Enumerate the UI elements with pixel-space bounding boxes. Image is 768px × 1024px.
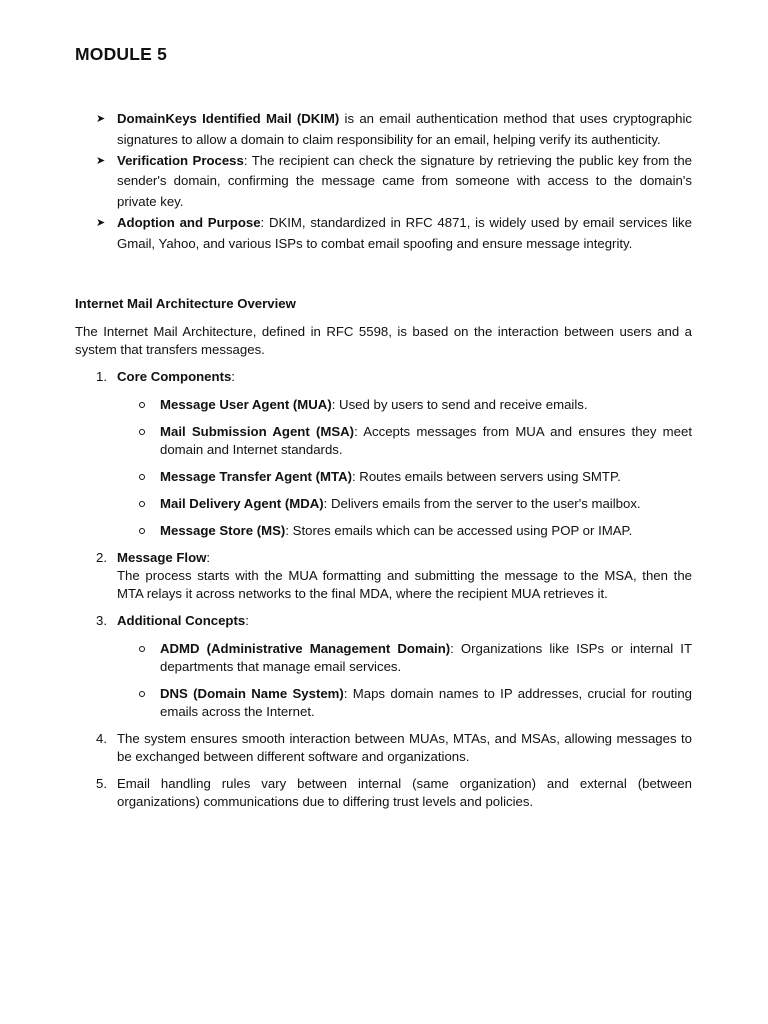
circle-bullet-icon — [139, 528, 145, 534]
component-text: : Used by users to send and receive emails. — [331, 397, 588, 412]
sub-item-mua — [117, 396, 692, 414]
dkim-text: : The recipient can check the signature by retrieving the public key from the sender's domain, confirming the message came from someone with access to the domain's private key. — [117, 152, 693, 210]
sub-item-ms — [117, 522, 692, 540]
list-item-interaction — [75, 730, 692, 766]
component-term: Mail Delivery Agent (MDA) — [160, 496, 324, 511]
circle-bullet-icon — [139, 402, 145, 408]
list-number: 1. — [96, 369, 107, 384]
dkim-term: Adoption and Purpose — [117, 214, 261, 230]
component-term: Mail Submission Agent (MSA) — [160, 424, 355, 439]
additional-concepts-sublist — [117, 640, 692, 721]
architecture-list — [75, 368, 692, 820]
sub-item-admd — [117, 640, 692, 676]
dkim-point-verification — [75, 151, 692, 213]
sub-item-dns — [117, 685, 692, 721]
message-flow-text: The process starts with the MUA formatting and submitting the message to the MSA, then the MTA relays it across networks to the final MDA, where the recipient MUA retrieves it. — [117, 568, 692, 601]
section-title-suffix: : — [231, 369, 235, 384]
component-text: : Accepts messages from MUA and ensures they meet domain and Internet standards. — [160, 424, 693, 457]
list-item-message-flow — [75, 549, 692, 603]
list-item-additional-concepts — [75, 612, 692, 721]
sub-item-mta — [117, 468, 692, 486]
section-title: Additional Concepts — [117, 613, 246, 628]
dkim-term: DomainKeys Identified Mail (DKIM) — [117, 111, 340, 126]
sub-item-mda — [117, 495, 692, 513]
list-number: 2. — [96, 550, 107, 565]
component-text: : Routes emails between servers using SMTP. — [351, 469, 621, 484]
list-item-core-components — [75, 368, 692, 540]
dkim-text: : DKIM, standardized in RFC 4871, is widely used by email services like Gmail, Yahoo, and various ISPs to combat email spoofing and ensure message integrity. — [117, 214, 692, 251]
arrow-bullet-icon: ➤ — [96, 154, 106, 167]
overview-heading: Internet Mail Architecture Overview — [75, 296, 296, 311]
list-number: 5. — [96, 776, 107, 791]
dkim-bullet-list — [75, 109, 692, 255]
circle-bullet-icon — [139, 646, 145, 652]
section-title-suffix: : — [206, 550, 211, 565]
component-term: Message Transfer Agent (MTA) — [160, 469, 352, 484]
dkim-text: is an email authentication method that uses cryptographic signatures to allow a domain to claim responsibility for an email, helping verify its authenticity. — [117, 111, 693, 147]
arrow-bullet-icon: ➤ — [96, 216, 106, 229]
concept-text: : Organizations like ISPs or internal IT departments that manage email services. — [160, 641, 692, 674]
dkim-point-adoption — [75, 213, 692, 255]
core-components-sublist — [117, 396, 692, 540]
section-title: Core Components — [117, 369, 232, 384]
circle-bullet-icon — [139, 501, 145, 507]
arrow-bullet-icon: ➤ — [96, 113, 106, 125]
concept-text: : Maps domain names to IP addresses, crucial for routing emails across the Internet. — [160, 686, 692, 719]
concept-term: ADMD (Administrative Management Domain) — [160, 641, 451, 656]
module-title: MODULE 5 — [75, 44, 168, 64]
overview-intro: The Internet Mail Architecture, defined in RFC 5598, is based on the interaction between users and a system that transfers messages. — [75, 324, 692, 357]
circle-bullet-icon — [139, 474, 145, 480]
concept-term: DNS (Domain Name System) — [160, 686, 344, 701]
section-title: Message Flow — [117, 550, 207, 565]
handling-rules-text: Email handling rules vary between internal (same organization) and external (between organizations) communications due to differing trust levels and policies. — [117, 776, 692, 809]
component-text: : Stores emails which can be accessed using POP or IMAP. — [285, 523, 633, 538]
list-number: 3. — [96, 613, 107, 628]
sub-item-msa — [117, 423, 692, 459]
component-term: Message Store (MS) — [160, 523, 286, 538]
list-item-handling-rules — [75, 775, 692, 811]
component-term: Message User Agent (MUA) — [160, 397, 332, 412]
section-title-suffix: : — [245, 613, 249, 628]
interaction-text: The system ensures smooth interaction between MUAs, MTAs, and MSAs, allowing messages to be exchanged between different software and organizations. — [117, 731, 692, 764]
component-text: : Delivers emails from the server to the user's mailbox. — [323, 496, 641, 511]
dkim-term: Verification Process — [117, 152, 244, 168]
circle-bullet-icon — [139, 429, 145, 435]
list-number: 4. — [96, 731, 107, 746]
circle-bullet-icon — [139, 691, 145, 697]
dkim-point-definition — [75, 109, 692, 151]
